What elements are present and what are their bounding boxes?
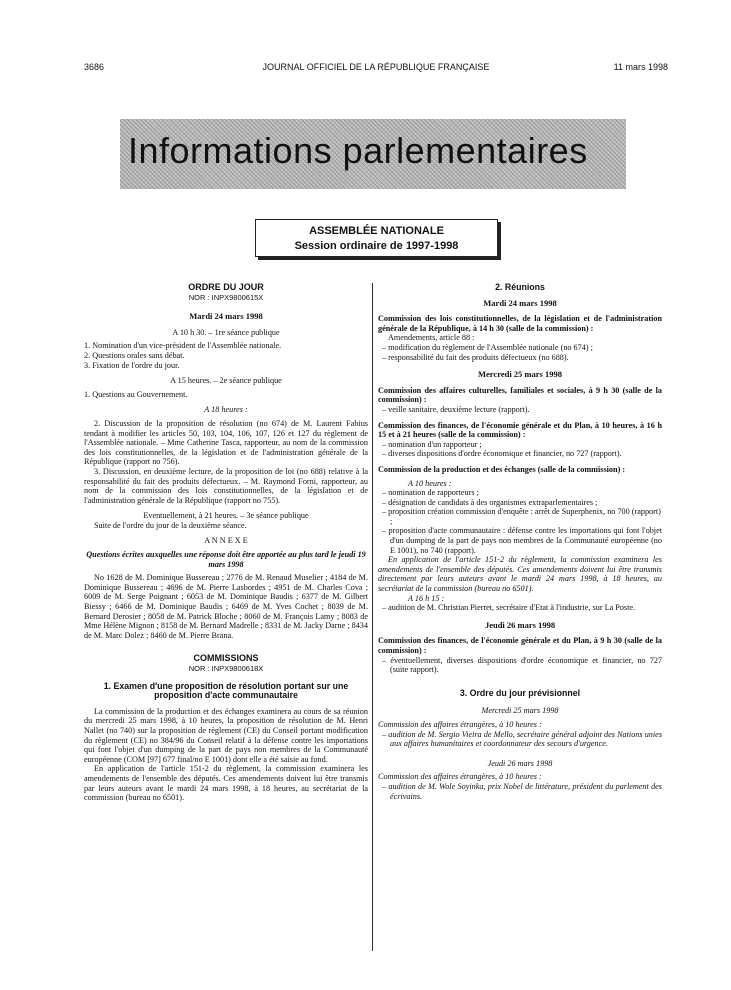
right-column (378, 283, 662, 801)
day-heading: Mercredi 25 mars 1998 (481, 706, 559, 716)
day-heading: Mardi 24 mars 1998 (483, 297, 557, 308)
commission-item: – éventuellement, diverses dispositions d'ordre économique et financier, no 727 (suite rapport). (382, 655, 663, 675)
ordre-nor: NOR : INPX9800615X (188, 292, 264, 302)
agenda-item: 2. Discussion de la proposition de résolution (no 674) de M. Laurent Fabius tendant à modifier les articles 50, 103, 104, 106, 107, 126 et 127 du règlement de l'Assemblée nationale. – Mme Catherine Tasca, rapporteur, au nom de la commission des lois constitutionnelles, de la législation et de l'administration générale de la République (rapport no 756). (84, 418, 368, 467)
commission-item: – audition de M. Sergio Vieira de Mello, secrétaire général adjoint des Nations unies aux affaires humanitaires et coordonnateur des secours d'urgence. (382, 729, 663, 749)
commission-item: – nomination d'un rapporteur ; (382, 439, 482, 449)
commission-title: Commission de la production et des échanges (salle de la commission) : (378, 464, 626, 474)
page-header (84, 62, 668, 76)
exam-title: 1. Examen d'une proposition de résolution portant sur une proposition d'acte communautaire (103, 680, 349, 701)
annexe-subtitle: Questions écrites auxquelles une réponse doit être apportée au plus tard le jeudi 19 mars 1998 (86, 550, 366, 569)
banner-title: Informations parlementaires (128, 130, 588, 171)
time-heading: A 16 h 15 : (408, 593, 445, 603)
annexe-text: No 1628 de M. Dominique Bussereau ; 2776 de M. Renaud Muselier ; 4184 de M. Dominique Bussereau ; 4696 de M. Pierre Lasbordes ; 4951 de M. Charles Cova ; 6009 de M. Serge Poignant ; 6053 de M. Dominique Baudis ; 6377 de M. Gilbert Biessy ; 6466 de M. Dominique Baudis ; 6469 de M. Yves Cochet ; 8039 de M. Bernard Derosier ; 8058 de M. Patrick Bloche ; 8060 de M. François Lamy ; 8083 de Mme Hélène Mignon ; 8158 de M. Bernard Madrelle ; 8331 de M. Jacky Darne ; 8434 de M. Marc Dolez ; 8460 de M. Pierre Brana. (84, 573, 368, 640)
commission-item: – nomination de rapporteurs ; (382, 488, 479, 498)
commission-item: – responsabilité du fait des produits défectueux (no 688). (382, 352, 569, 362)
commission-item: – désignation de candidats à des organismes extraparlementaires ; (382, 497, 598, 507)
commission-item: – proposition création commission d'enquête : arrêt de Superphenix, no 700 (rapport) ; (382, 507, 661, 526)
commission-title: Commission des affaires culturelles, familiales et sociales, à 9 h 30 (salle de la commission) : (378, 385, 662, 405)
time-heading: A 18 heures : (204, 405, 248, 415)
session-heading: Eventuellement, à 21 heures. – 3e séance publique (143, 511, 309, 521)
assembly-box (255, 219, 498, 257)
reunions-title: 2. Réunions (495, 282, 545, 292)
agenda-item: 1. Nomination d'un vice-président de l'Assemblée nationale. (84, 341, 282, 351)
day-heading: Jeudi 26 mars 1998 (487, 758, 553, 768)
commission-subtitle: Amendements, article 88 : (388, 333, 475, 343)
commission-title: Commission des affaires étrangères, à 10 heures : (378, 772, 542, 782)
session-text: Suite de l'ordre du jour de la deuxième séance. (94, 520, 247, 530)
issue-date: 11 mars 1998 (613, 62, 668, 72)
commission-item: – diverses dispositions d'ordre économique et financier, no 727 (rapport). (382, 449, 622, 459)
exam-paragraph: La commission de la production et des échanges examinera au cours de sa réunion du mercredi 25 mars 1998, à 10 heures, la proposition de résolution de M. Henri Nallet (no 740) sur la proposition de règlement (CE) du Conseil portant modification du règlement (CE) no 384/96 du Conseil relatif à la défense contre les importations qui font l'objet d'un dumping de la part de pays non membres de la Communauté européenne (COM [97] 677 final/no E 1001) dont elle a été saisie au fond. (84, 706, 368, 764)
agenda-item: 3. Fixation de l'ordre du jour. (84, 360, 180, 370)
left-column (84, 283, 368, 803)
commission-title: Commission des finances, de l'économie générale et du Plan, à 9 h 30 (salle de la commission) : (378, 636, 662, 655)
assembly-name: ASSEMBLÉE NATIONALE (309, 225, 444, 237)
agenda-item: 2. Questions orales sans débat. (84, 350, 185, 360)
commissions-title: COMMISSIONS (193, 653, 259, 664)
exam-paragraph: En application de l'article 151-2 du règlement, la commission examinera les amendements de l'ensemble des députés. Ces amendements doivent lui être transmis par leurs auteurs avant le mardi 24 mars 1998, à 18 heures, au secrétariat de la commission (bureau no 6501). (84, 764, 368, 803)
ordre-du-jour-title: ORDRE DU JOUR (188, 282, 264, 292)
commission-title: Commission des affaires étrangères, à 10 heures : (378, 719, 542, 729)
journal-title: JOURNAL OFFICIEL DE LA RÉPUBLIQUE FRANÇAISE (262, 62, 490, 72)
commission-item: – modification du règlement de l'Assemblée nationale (no 674) ; (382, 342, 593, 352)
session-heading: A 10 h 30. – 1re séance publique (172, 327, 280, 337)
commission-title: Commission des lois constitutionnelles, de la législation et de l'administration générale de la République, à 14 h 30 (salle de la commission) : (378, 314, 662, 333)
session-name: Session ordinaire de 1997-1998 (294, 240, 459, 252)
agenda-item: 1. Questions au Gouvernement. (84, 389, 188, 399)
day-heading: Mardi 24 mars 1998 (189, 311, 263, 322)
commissions-nor: NOR : INPX9800618X (188, 664, 264, 673)
annexe-title: A N N E X E (204, 536, 248, 546)
time-heading: A 10 heures : (408, 478, 452, 488)
commission-title: Commission des finances, de l'économie générale et du Plan, à 10 heures, à 16 h 15 et à 21 heures (salle de la commission) : (378, 420, 662, 440)
commission-item: – proposition d'acte communautaire : défense contre les importations qui font l'objet d'un dumping de la part de pays non membres de la Communauté européenne (no E 1001), no 740 (rapport). (382, 526, 662, 555)
session-heading: A 15 heures. – 2e séance publique (170, 376, 282, 386)
agenda-item: 3. Discussion, en deuxième lecture, de la proposition de loi (no 688) relative à la responsabilité du fait des produits défectueux. – M. Raymond Forni, rapporteur, au nom de la commission des lois constitutionnelles, de la législation et de l'administration générale de la République (rapport no 755). (84, 466, 368, 505)
commission-item: – audition de M. Wole Soyinka, prix Nobel de littérature, président du parlement des écrivains. (382, 781, 662, 801)
commission-item: – audition de M. Christian Pierret, secrétaire d'Etat à l'industrie, sur La Poste. (382, 603, 636, 613)
page-number: 3686 (84, 62, 105, 72)
day-heading: Jeudi 26 mars 1998 (484, 619, 556, 630)
commission-note: En application de l'article 151-2 du règlement, la commission examinera les amendements de l'ensemble des députés. Ces amendements doivent lui être transmis directement par leurs auteurs avant le mardi 24 mars 1998, à 18 heures, au secrétariat de la commission (bureau no 6501). (378, 555, 662, 594)
day-heading: Mercredi 25 mars 1998 (478, 369, 562, 380)
column-divider (372, 283, 373, 951)
previsionnel-title: 3. Ordre du jour prévisionnel (459, 687, 581, 698)
commission-item: – veille sanitaire, deuxième lecture (rapport). (382, 404, 530, 414)
